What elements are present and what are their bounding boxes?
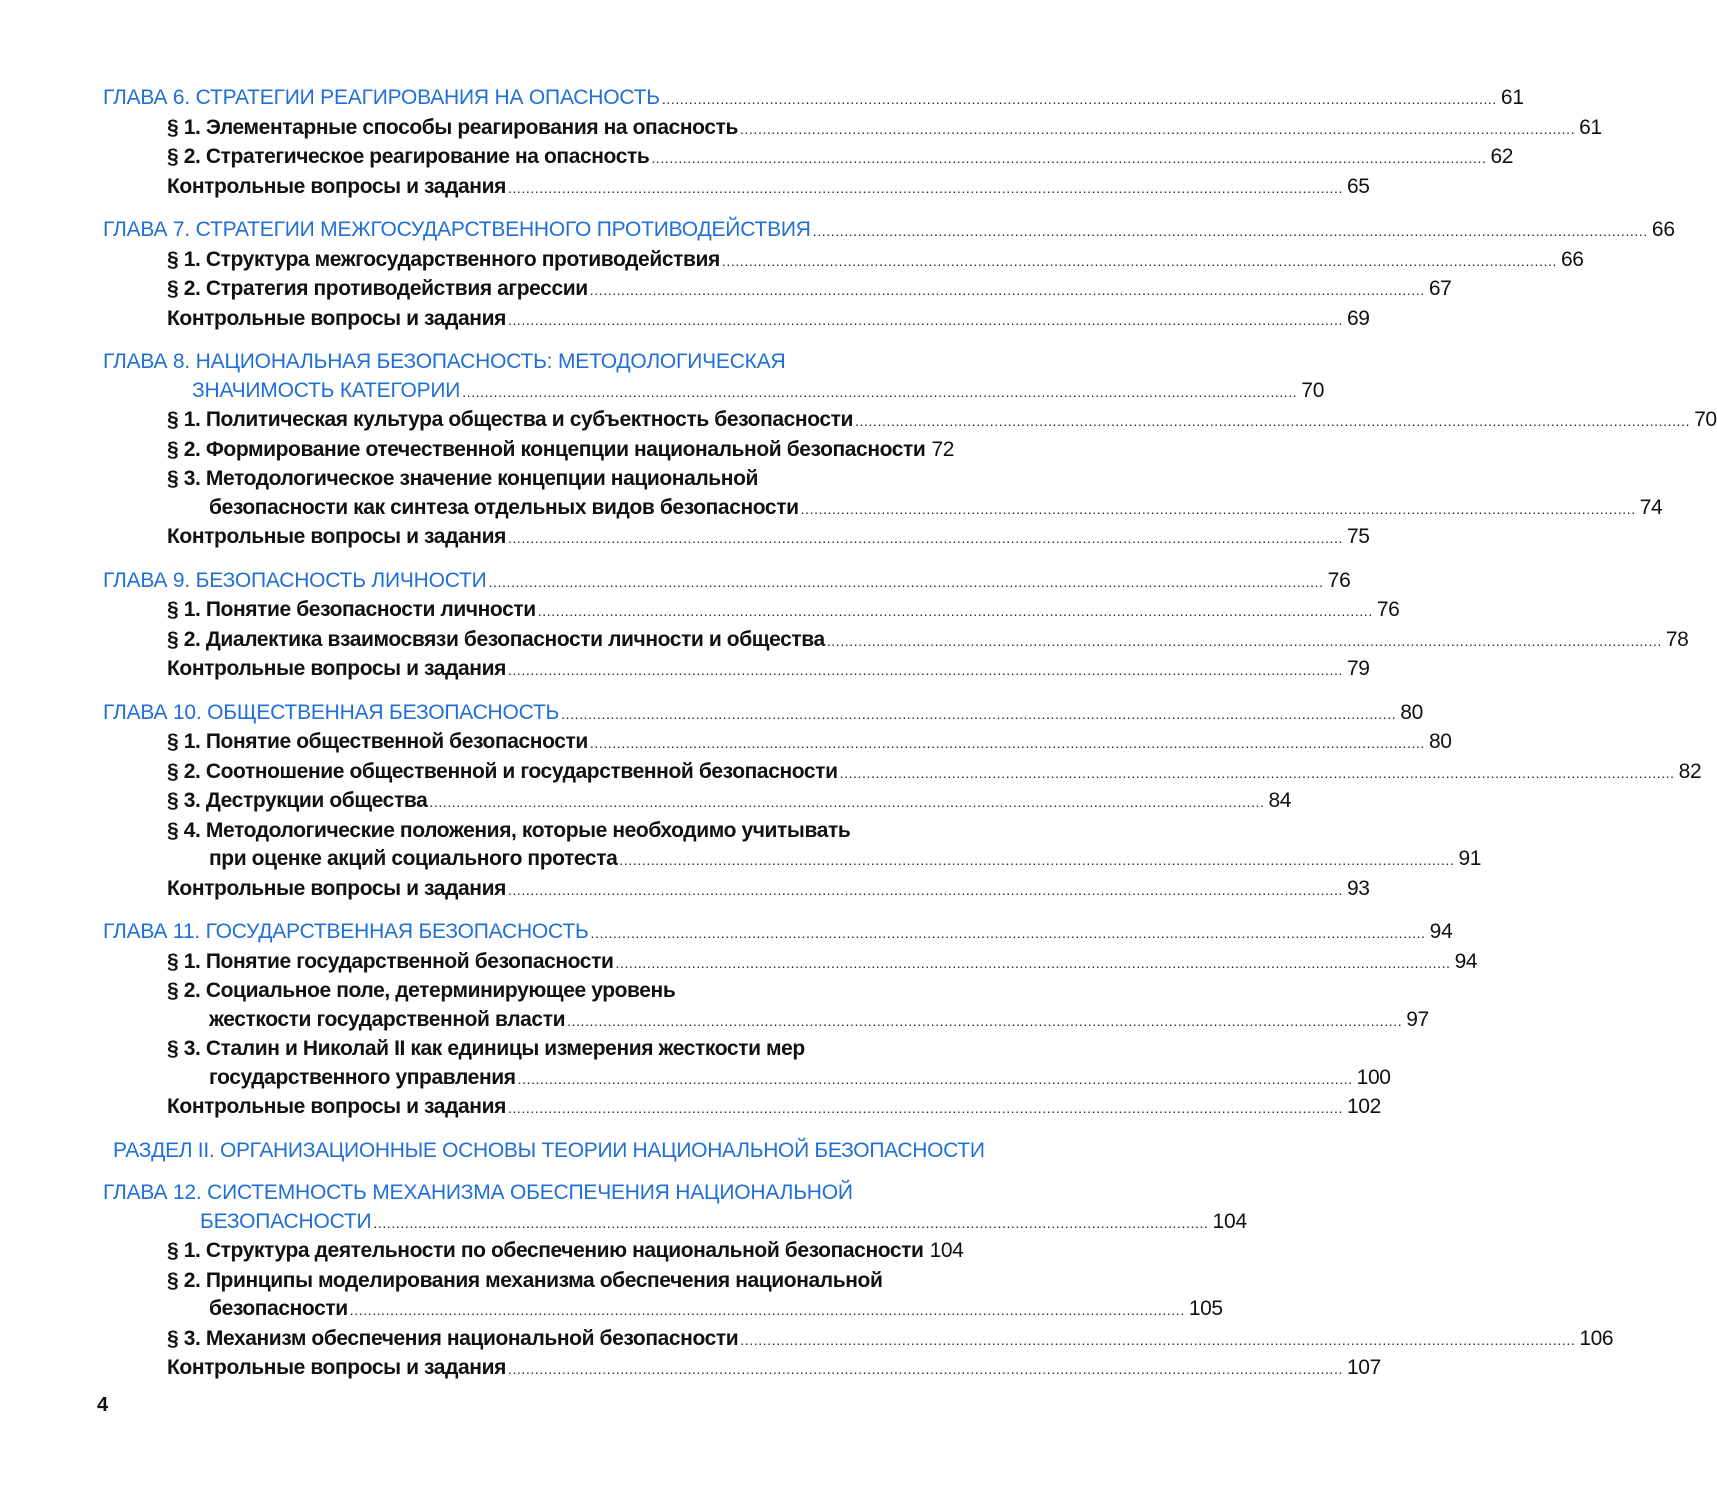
toc-chapter-10[interactable]: ГЛАВА 10. ОБЩЕСТВЕННАЯ БЕЗОПАСНОСТЬ .......................................................................................................................................................................................... 80 — [103, 700, 1424, 724]
toc-chapter-8[interactable]: ГЛАВА 8. НАЦИОНАЛЬНАЯ БЕЗОПАСНОСТЬ: МЕТОДОЛОГИЧЕСКАЯ ЗНАЧИМОСТЬ КАТЕГОРИИ .......................................................................................................................................................................................... 70 — [103, 350, 1325, 402]
toc-chapter-6[interactable]: ГЛАВА 6. СТРАТЕГИИ РЕАГИРОВАНИЯ НА ОПАСНОСТЬ .......................................................................................................................................................................................... 61 — [103, 84, 938, 114]
toc-questions[interactable]: Контрольные вопросы и задания .......................................................................................................................................................................................... 69 — [167, 306, 1370, 330]
toc-section[interactable]: § 2. Диалектика взаимосвязи безопасности личности и общества .......................................................................................................................................................................................... 78 — [167, 627, 1689, 651]
toc-chapter-9[interactable]: ГЛАВА 9. БЕЗОПАСНОСТЬ ЛИЧНОСТИ .......................................................................................................................................................................................... 76 — [103, 568, 1351, 592]
toc-section[interactable]: § 3. Деструкции общества .......................................................................................................................................................................................... 84 — [167, 789, 1291, 812]
toc-section[interactable]: § 2. Соотношение общественной и государственной безопасности .......................................................................................................................................................................................... 82 — [167, 759, 1702, 783]
page-number: 4 — [97, 1394, 109, 1416]
table-of-contents — [103, 84, 1717, 1384]
toc-section[interactable]: § 4. Методологические положения, которые необходимо учитывать при оценке акций социального протеста .......................................................................................................................................................................................... 91 — [167, 818, 1482, 870]
toc-questions[interactable]: Контрольные вопросы и задания .......................................................................................................................................................................................... 102 — [167, 1095, 1381, 1118]
toc-questions[interactable]: Контрольные вопросы и задания .......................................................................................................................................................................................... 93 — [167, 876, 1370, 900]
toc-section[interactable]: § 1. Понятие государственной безопасности .......................................................................................................................................................................................... 94 — [167, 949, 1478, 973]
toc-section[interactable]: § 2. Принципы моделирования механизма обеспечения национальной безопасности .......................................................................................................................................................................................... 105 — [167, 1268, 1223, 1320]
toc-chapter-11[interactable]: ГЛАВА 11. ГОСУДАРСТВЕННАЯ БЕЗОПАСНОСТЬ .......................................................................................................................................................................................... 94 — [103, 920, 1453, 943]
toc-chapter-title: ГЛАВА 6. СТРАТЕГИИ РЕАГИРОВАНИЯ НА ОПАСНОСТЬ — [103, 86, 660, 109]
toc-section[interactable]: § 2. Стратегическое реагирование на опасность .......................................................................................................................................................................................... 62 — [167, 145, 1514, 168]
toc-section[interactable]: § 2. Формирование отечественной концепции национальной безопасности 72 — [167, 437, 955, 461]
toc-section[interactable]: § 1. Структура межгосударственного противодействия .......................................................................................................................................................................................... 66 — [167, 247, 1584, 271]
toc-section[interactable]: § 3. Методологическое значение концепции национальной безопасности как синтеза отдельных видов безопасности .......................................................................................................................................................................................... 74 — [167, 467, 1663, 519]
toc-section[interactable]: § 1. Элементарные способы реагирования на опасность .......................................................................................................................................................................................... 61 — [167, 115, 1602, 139]
toc-section[interactable]: § 1. Понятие безопасности личности .......................................................................................................................................................................................... 76 — [167, 598, 1400, 621]
toc-page-number: 61 — [1500, 86, 1524, 109]
toc-chapter-12[interactable]: ГЛАВА 12. СИСТЕМНОСТЬ МЕХАНИЗМА ОБЕСПЕЧЕНИЯ НАЦИОНАЛЬНОЙ БЕЗОПАСНОСТИ .......................................................................................................................................................................................... 104 — [103, 1181, 1247, 1233]
toc-section[interactable]: § 2. Социальное поле, детерминирующее уровень жесткости государственной власти .......................................................................................................................................................................................... 97 — [167, 979, 1429, 1031]
toc-questions[interactable]: Контрольные вопросы и задания .......................................................................................................................................................................................... 65 — [167, 174, 1370, 198]
toc-questions[interactable]: Контрольные вопросы и задания .......................................................................................................................................................................................... 107 — [167, 1356, 1381, 1379]
toc-part-heading[interactable]: РАЗДЕЛ II. ОРГАНИЗАЦИОННЫЕ ОСНОВЫ ТЕОРИИ НАЦИОНАЛЬНОЙ БЕЗОПАСНОСТИ — [113, 1138, 985, 1162]
toc-section[interactable]: § 3. Механизм обеспечения национальной безопасности .......................................................................................................................................................................................... 106 — [167, 1326, 1614, 1350]
toc-section[interactable]: § 1. Структура деятельности по обеспечению национальной безопасности 104 — [167, 1239, 964, 1262]
toc-questions[interactable]: Контрольные вопросы и задания .......................................................................................................................................................................................... 75 — [167, 525, 1370, 548]
toc-section[interactable]: § 1. Политическая культура общества и субъектность безопасности .......................................................................................................................................................................................... 70 — [167, 408, 1717, 431]
toc-section[interactable]: § 3. Сталин и Николай II как единицы измерения жесткости мер государственного управления .......................................................................................................................................................................................... 100 — [167, 1037, 1391, 1089]
toc-chapter-7[interactable]: ГЛАВА 7. СТРАТЕГИИ МЕЖГОСУДАРСТВЕННОГО ПРОТИВОДЕЙСТВИЯ .......................................................................................................................................................................................... 66 — [103, 218, 1675, 241]
toc-section[interactable]: § 1. Понятие общественной безопасности .......................................................................................................................................................................................... 80 — [167, 730, 1452, 753]
toc-questions[interactable]: Контрольные вопросы и задания .......................................................................................................................................................................................... 79 — [167, 657, 1370, 680]
toc-section[interactable]: § 2. Стратегия противодействия агрессии .......................................................................................................................................................................................... 67 — [167, 277, 1452, 300]
